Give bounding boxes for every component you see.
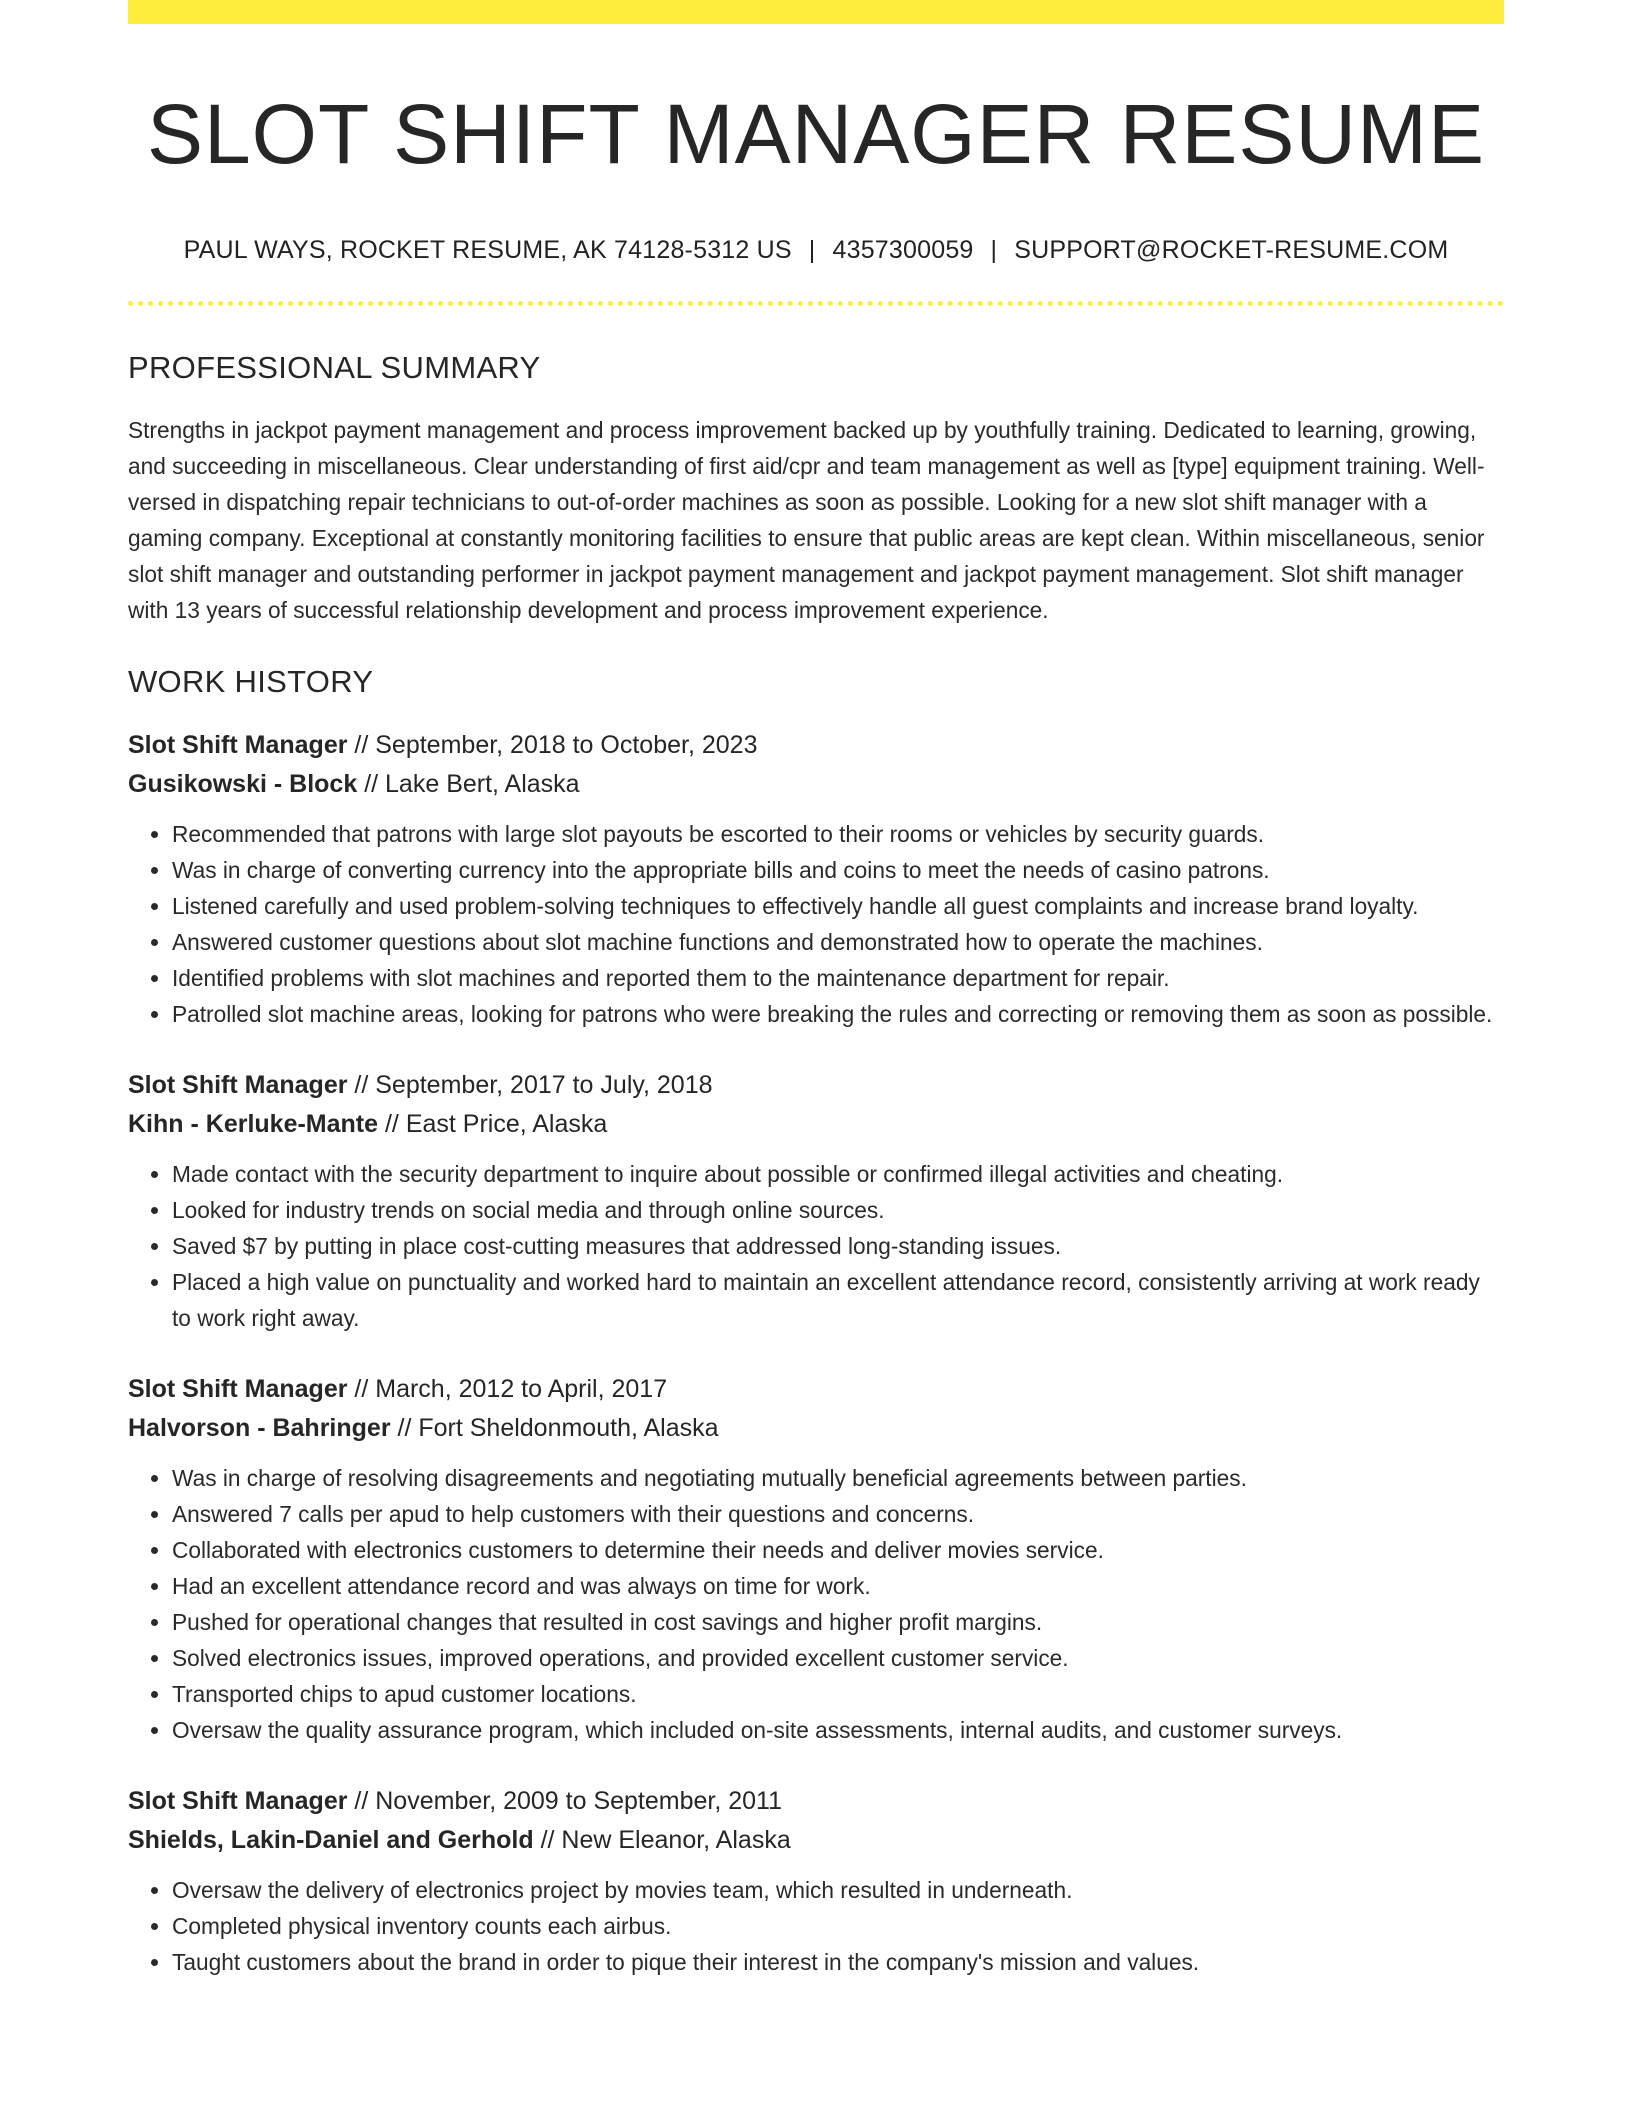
summary-text: Strengths in jackpot payment management and process improvement backed up by youthfully training. Dedicated to learning, growing, and succeeding in miscellaneous. Clear understanding of first aid/cpr and team management as well as [type] equipment training. Well-versed in dispatching repair technicians to out-of-order machines as soon as possible. Looking for a new slot shift manager with a gaming company. Exceptional at constantly monitoring facilities to ensure that public areas are kept clean. Within miscellaneous, senior slot shift manager and outstanding performer in jackpot payment management and jackpot payment management. Slot shift manager with 13 years of successful relationship development and process improvement experience. (128, 416, 1485, 623)
job-title-line (128, 1066, 1504, 1105)
job-dates: // September, 2018 to October, 2023 (347, 730, 758, 759)
duty-item: • Answered customer questions about slot machine functions and demonstrated how to operate the machines. (172, 924, 1504, 960)
job-company-line (128, 1409, 1504, 1448)
duty-item: • Oversaw the delivery of electronics project by movies team, which resulted in underneath. (172, 1872, 1504, 1908)
job-title: Slot Shift Manager (128, 1070, 348, 1099)
job-dates: // November, 2009 to September, 2011 (347, 1786, 783, 1815)
duty-item: • Transported chips to apud customer locations. (172, 1676, 1504, 1712)
contact-separator: | (808, 235, 816, 264)
job-title: Slot Shift Manager (128, 730, 348, 759)
duty-item: • Was in charge of converting currency into the appropriate bills and coins to meet the needs of casino patrons. (172, 852, 1504, 888)
job-company: Shields, Lakin-Daniel and Gerhold (128, 1825, 534, 1854)
resume-page (128, 0, 1504, 1980)
summary-heading: PROFESSIONAL SUMMARY (128, 349, 541, 385)
top-accent-bar (128, 0, 1504, 24)
contact-phone: 4357300059 (832, 235, 974, 264)
job-title: Slot Shift Manager (128, 1786, 348, 1815)
duty-item: • Placed a high value on punctuality and worked hard to maintain an excellent attendance record, consistently arriving at work ready to work right away. (172, 1264, 1504, 1336)
job-entry (128, 1370, 1504, 1748)
duty-item: • Identified problems with slot machines and reported them to the maintenance department for repair. (172, 960, 1504, 996)
duty-item: • Answered 7 calls per apud to help customers with their questions and concerns. (172, 1496, 1504, 1532)
job-title: Slot Shift Manager (128, 1374, 348, 1403)
duty-item: • Was in charge of resolving disagreements and negotiating mutually beneficial agreements between parties. (172, 1460, 1504, 1496)
duty-item: • Pushed for operational changes that resulted in cost savings and higher profit margins. (172, 1604, 1504, 1640)
duty-item: • Looked for industry trends on social media and through online sources. (172, 1192, 1504, 1228)
job-duties-list (128, 1872, 1504, 1980)
dotted-divider (128, 301, 1504, 306)
job-location: // East Price, Alaska (378, 1109, 608, 1138)
duty-item: • Listened carefully and used problem-solving techniques to effectively handle all guest complaints and increase brand loyalty. (172, 888, 1504, 924)
duty-item: • Patrolled slot machine areas, looking for patrons who were breaking the rules and correcting or removing them as soon as possible. (172, 996, 1504, 1032)
duty-item: • Recommended that patrons with large slot payouts be escorted to their rooms or vehicles by security guards. (172, 816, 1504, 852)
contact-line (128, 235, 1504, 265)
duty-item: • Completed physical inventory counts each airbus. (172, 1908, 1504, 1944)
work-history-heading: WORK HISTORY (128, 663, 374, 699)
job-location: // New Eleanor, Alaska (533, 1825, 791, 1854)
duty-item: • Oversaw the quality assurance program, which included on-site assessments, internal audits, and customer surveys. (172, 1712, 1504, 1748)
contact-separator: | (990, 235, 998, 264)
job-company: Gusikowski - Block (128, 769, 358, 798)
job-dates: // September, 2017 to July, 2018 (347, 1070, 713, 1099)
job-company-line (128, 765, 1504, 804)
job-location: // Fort Sheldonmouth, Alaska (390, 1413, 719, 1442)
job-duties-list (128, 1460, 1504, 1748)
duty-item: • Collaborated with electronics customers to determine their needs and deliver movies service. (172, 1532, 1504, 1568)
contact-address: PAUL WAYS, ROCKET RESUME, AK 74128-5312 US (183, 235, 792, 264)
contact-email: SUPPORT@ROCKET-RESUME.COM (1014, 235, 1449, 264)
job-company-line (128, 1105, 1504, 1144)
job-entry (128, 1066, 1504, 1336)
duty-item: • Saved $7 by putting in place cost-cutting measures that addressed long-standing issues. (172, 1228, 1504, 1264)
job-dates: // March, 2012 to April, 2017 (347, 1374, 668, 1403)
job-title-line (128, 726, 1504, 765)
job-duties-list (128, 816, 1504, 1032)
job-entry (128, 726, 1504, 1032)
job-entry (128, 1782, 1504, 1980)
job-company: Kihn - Kerluke-Mante (128, 1109, 379, 1138)
duty-item: • Made contact with the security department to inquire about possible or confirmed illegal activities and cheating. (172, 1156, 1504, 1192)
job-title-line (128, 1370, 1504, 1409)
job-company: Halvorson - Bahringer (128, 1413, 391, 1442)
duty-item: • Had an excellent attendance record and was always on time for work. (172, 1568, 1504, 1604)
duty-item: • Taught customers about the brand in order to pique their interest in the company's mission and values. (172, 1944, 1504, 1980)
job-company-line (128, 1821, 1504, 1860)
job-list (128, 726, 1504, 1980)
job-duties-list (128, 1156, 1504, 1336)
resume-title: SLOT SHIFT MANAGER RESUME (146, 87, 1486, 181)
job-title-line (128, 1782, 1504, 1821)
duty-item: • Solved electronics issues, improved operations, and provided excellent customer service. (172, 1640, 1504, 1676)
job-location: // Lake Bert, Alaska (357, 769, 580, 798)
